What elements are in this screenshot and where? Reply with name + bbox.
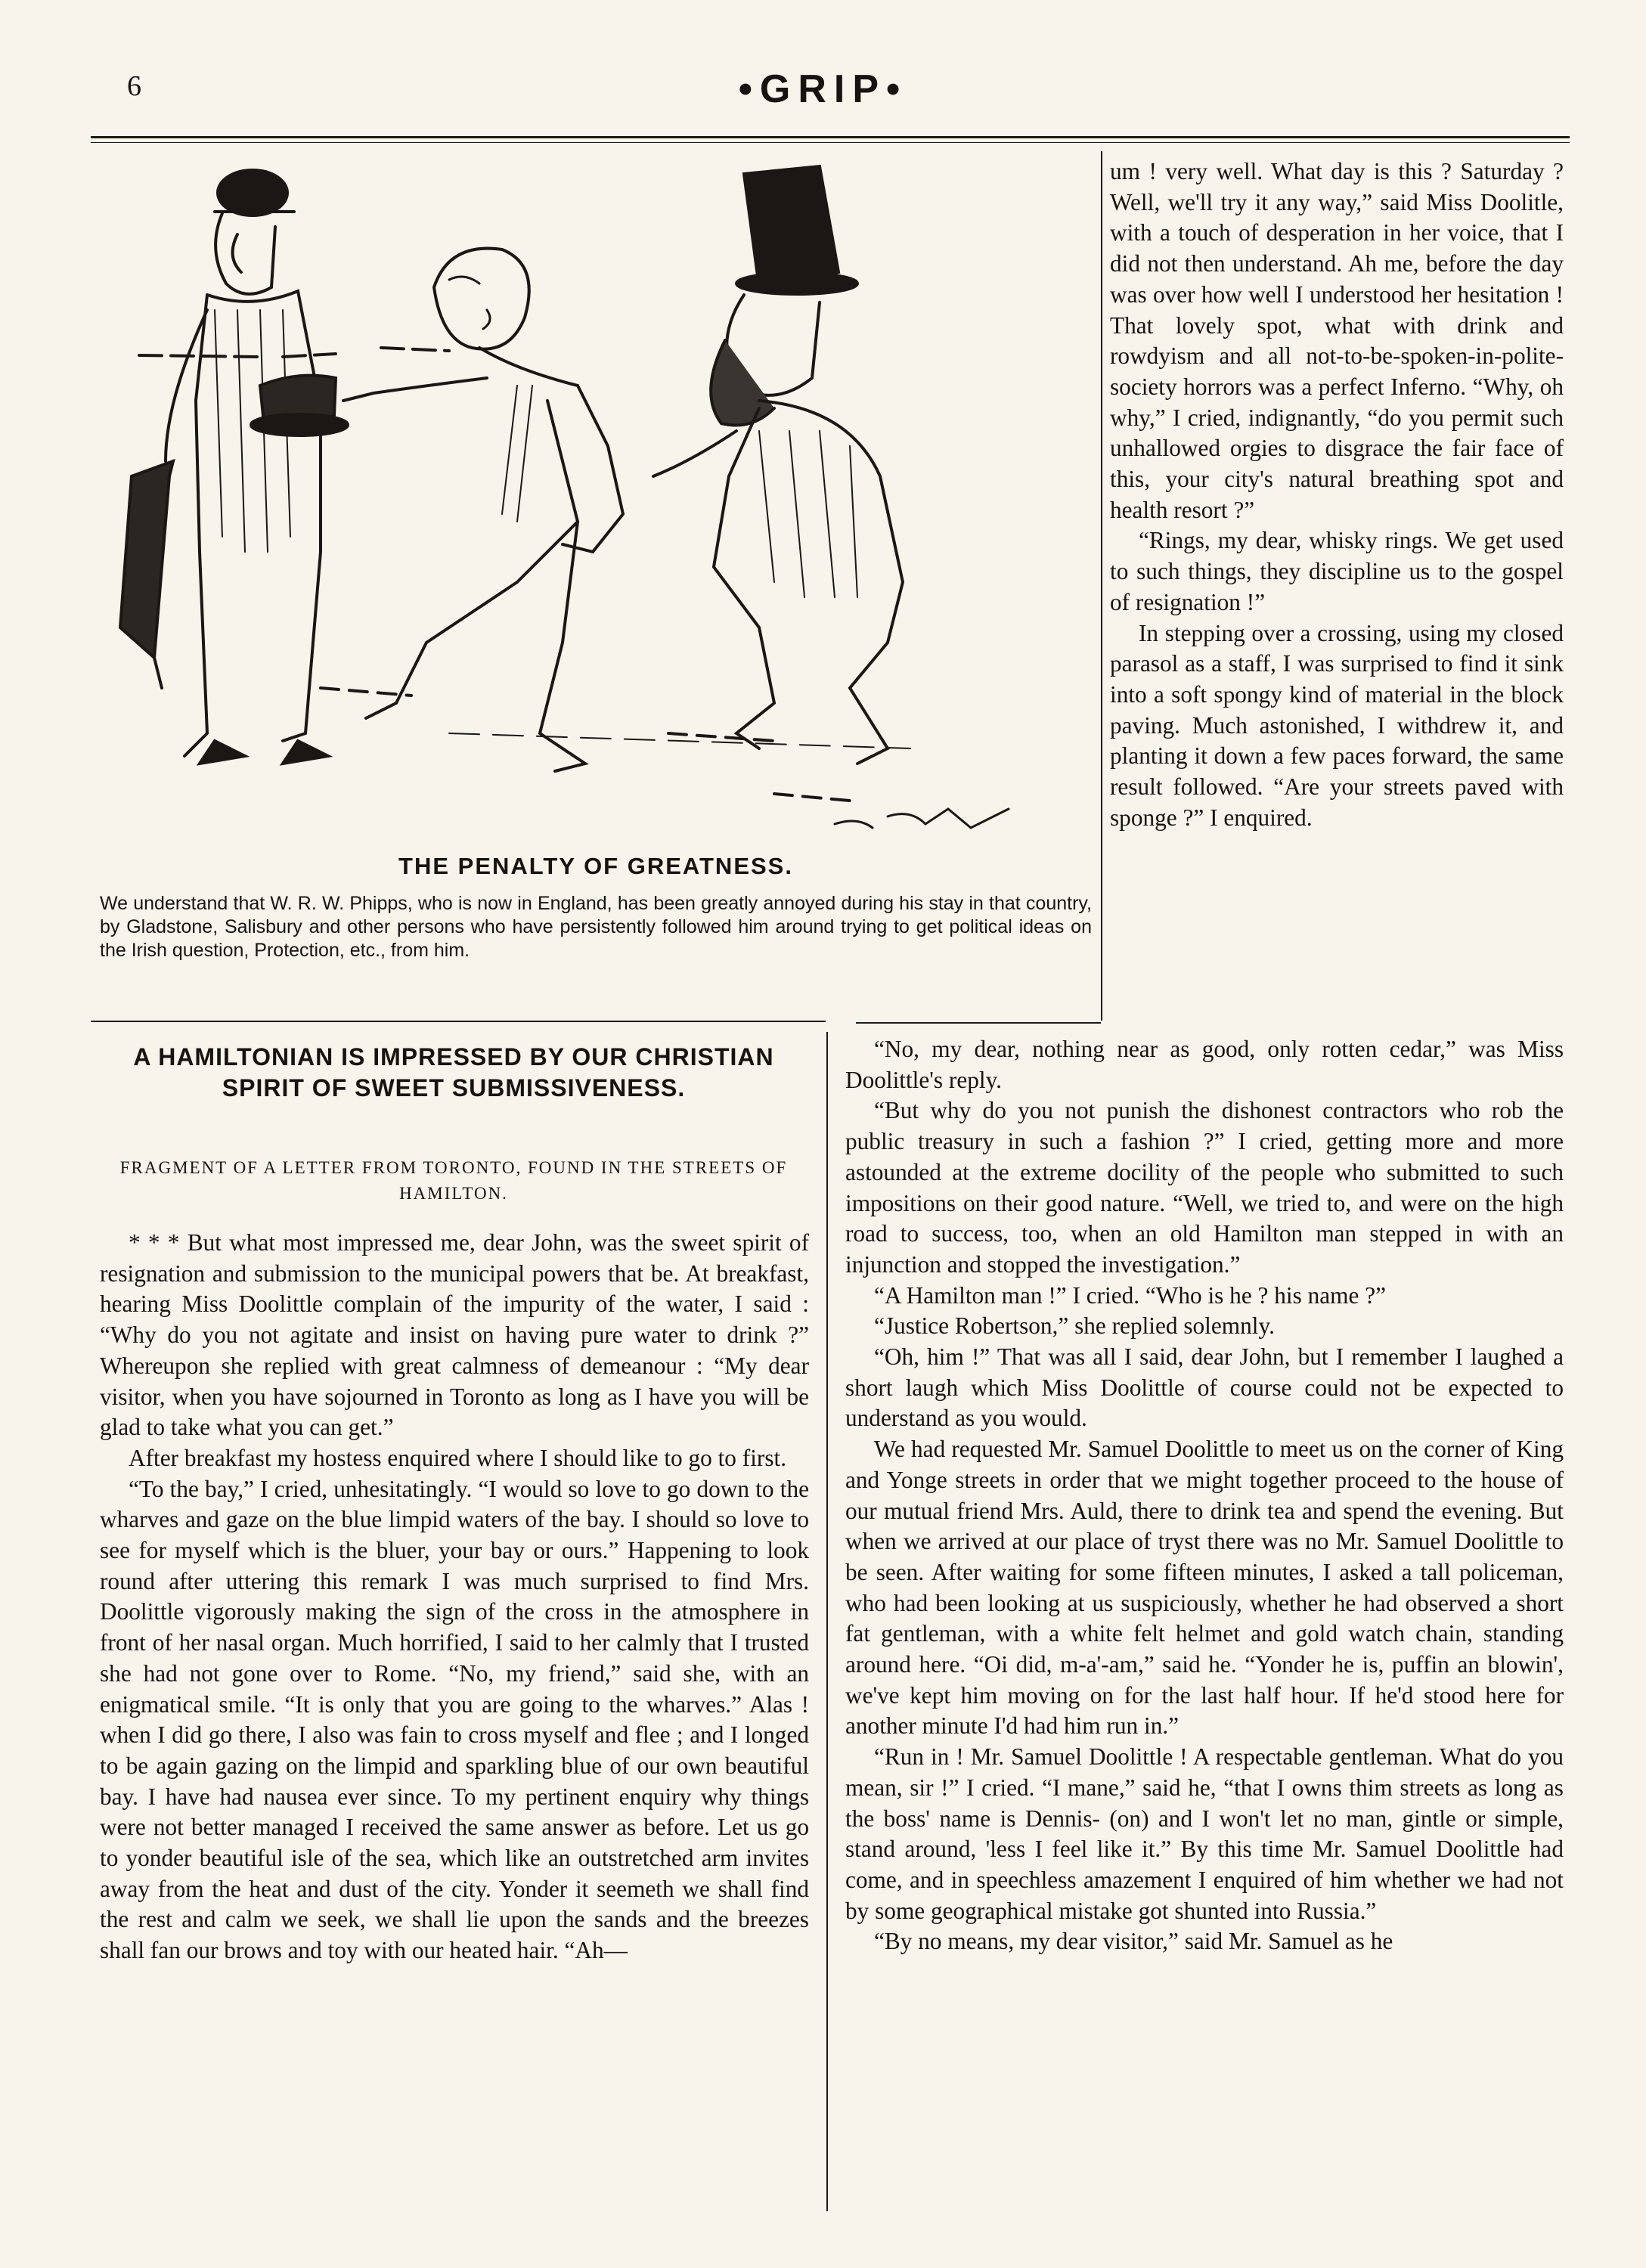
article-middle-column xyxy=(845,1034,1564,1957)
column-rule-cartoon xyxy=(1101,151,1102,1021)
paragraph: In stepping over a crossing, using my closed parasol as a staff, I was surprised to find it sink into a soft spongy kind of material in the block paving. Much astonished, I withdrew it, and planting it down a few paces forward, the same result followed. “Are your streets paved with sponge ?” I enquired. xyxy=(1110,619,1564,831)
article-left-column xyxy=(100,1228,809,1966)
column-rule-article xyxy=(826,1032,828,2211)
paragraph: “A Hamilton man !” I cried. “Who is he ? his name ?” xyxy=(874,1281,1386,1309)
paragraph: um ! very well. What day is this ? Saturday ? Well, we'll try it any way,” said Miss Doolitle, with a touch of desperation in her voice, that I did not then understand. Ah me, before the day was over how well I understood her hesitation ! That lovely spot, what with drink and rowdyism and all not-to-be-spoken-in-polite-society horrors was a perfect Inferno. “Why, oh why,” I cried, indignantly, “do you permit such unhallowed orgies to disgrace the fair face of this, your city's natural breathing spot and health resort ?” xyxy=(1110,158,1564,523)
section-rule xyxy=(91,1021,826,1022)
page-number: 6 xyxy=(127,70,141,102)
paragraph: “Justice Robertson,” she replied solemnly. xyxy=(874,1312,1275,1340)
article-title: A HAMILTONIAN IS IMPRESSED BY OUR CHRISTIAN SPIRIT OF SWEET SUBMISSIVENESS. xyxy=(133,1043,774,1101)
paragraph: “By no means, my dear visitor,” said Mr. Samuel as he xyxy=(874,1928,1393,1955)
paragraph: “Rings, my dear, whisky rings. We get used to such things, they discipline us to the gospel of resignation !” xyxy=(1110,527,1564,615)
paragraph: “But why do you not punish the dishonest contractors who rob the public treasury in such a fashion ?” I cried, getting more and more astounded at the extreme docility of the people who submitted to such impositions on their good nature. “Well, we tried to, and were on the high road to success, too, when an old Hamilton man stepped in with an injunction and stopped the investigation.” xyxy=(845,1097,1564,1278)
paragraph: “Run in ! Mr. Samuel Doolittle ! A respectable gentleman. What do you mean, sir !” I cried. “I mane,” said he, “that I owns thim streets as long as the boss' name is Dennis- (on) and I won't let no man, gintle or simple, stand around, 'less I feel like it.” By this time Mr. Samuel Doolittle had come, and in speechless amazement I enquired of him whether we had not by some geographical mistake got shunted into Russia.” xyxy=(845,1743,1564,1924)
paragraph: * * * But what most impressed me, dear John, was the sweet spirit of resignation and submission to the municipal powers that be. At breakfast, hearing Miss Doolittle complain of the impurity of the water, I said : “Why do you not agitate and insist on having pure water to drink ?” Whereupon she replied with great calmness of demeanour : “My dear visitor, when you have sojourned in Toronto as long as I have you will be glad to take what you can get.” xyxy=(100,1229,809,1441)
paragraph: “To the bay,” I cried, unhesitatingly. “I would so love to go down to the wharves and gaze on the blue limpid waters of the bay. I should so love to see for myself which is the bluer, your bay or ours.” Happening to look round after uttering this remark I was much surprised to find Mrs. Doolittle vigorously making the sign of the cross in the atmosphere in front of her nasal organ. Much horrified, I said to her calmly that I trusted she had not gone over to Rome. “No, my friend,” said she, with an enigmatical smile. “It is only that you are going to the wharves.” Alas ! when I did go there, I also was fain to cross myself and flee ; and I longed to be again gazing on the limpid and sparkling blue of our own beautiful bay. I have had nausea ever since. To my pertinent enquiry why things were not better managed I received the same answer as before. Let us go to yonder beautiful isle of the sea, which like an outstretched arm invites away from the heat and dust of the city. Yonder it seemeth we shall find the rest and calm we seek, we shall lie upon the sands and the breezes shall fan our brows and toy with our heated hair. “Ah— xyxy=(100,1475,809,1964)
cartoon-bottom-rule xyxy=(856,1022,1101,1024)
header-rule-top xyxy=(91,136,1570,138)
paragraph: “No, my dear, nothing near as good, only rotten cedar,” was Miss Doolittle's reply. xyxy=(845,1036,1564,1093)
masthead-title: •GRIP• xyxy=(738,67,908,111)
paragraph: After breakfast my hostess enquired where I should like to go to first. xyxy=(129,1444,787,1471)
cartoon-caption: We understand that W. R. W. Phipps, who is now in England, has been greatly annoyed during his stay in that country, by Gladstone, Salisbury and other persons who have persistently followed him around trying to get political ideas on the Irish question, Protection, etc., from him. xyxy=(100,893,1092,961)
cartoon-title: THE PENALTY OF GREATNESS. xyxy=(398,853,793,879)
cartoon-illustration xyxy=(94,159,1092,885)
header-rule-bottom xyxy=(91,142,1570,143)
paragraph: “Oh, him !” That was all I said, dear John, but I remember I laughed a short laugh which Miss Doolittle of course could not be expected to understand as you would. xyxy=(845,1343,1564,1432)
article-subtitle: FRAGMENT OF A LETTER FROM TORONTO, FOUND IN THE STREETS OF HAMILTON. xyxy=(119,1158,788,1203)
paragraph: We had requested Mr. Samuel Doolittle to meet us on the corner of King and Yonge streets in order that we might together proceed to the house of our mutual friend Mrs. Auld, there to drink tea and spend the evening. But when we arrived at our place of tryst there was no Mr. Samuel Doolittle to be seen. After waiting for some fifteen minutes, I asked a tall policeman, who had been looking at us suspiciously, whether he had observed a short fat gentleman, with a white felt helmet and gold watch chain, standing around here. “Oi did, m-a'-am,” said he. “Yonder he is, puffin an blowin', we've kept him moving on for the last half hour. If he'd stood here for another minute I'd had him run in.” xyxy=(845,1436,1564,1740)
right-column xyxy=(1110,156,1564,833)
